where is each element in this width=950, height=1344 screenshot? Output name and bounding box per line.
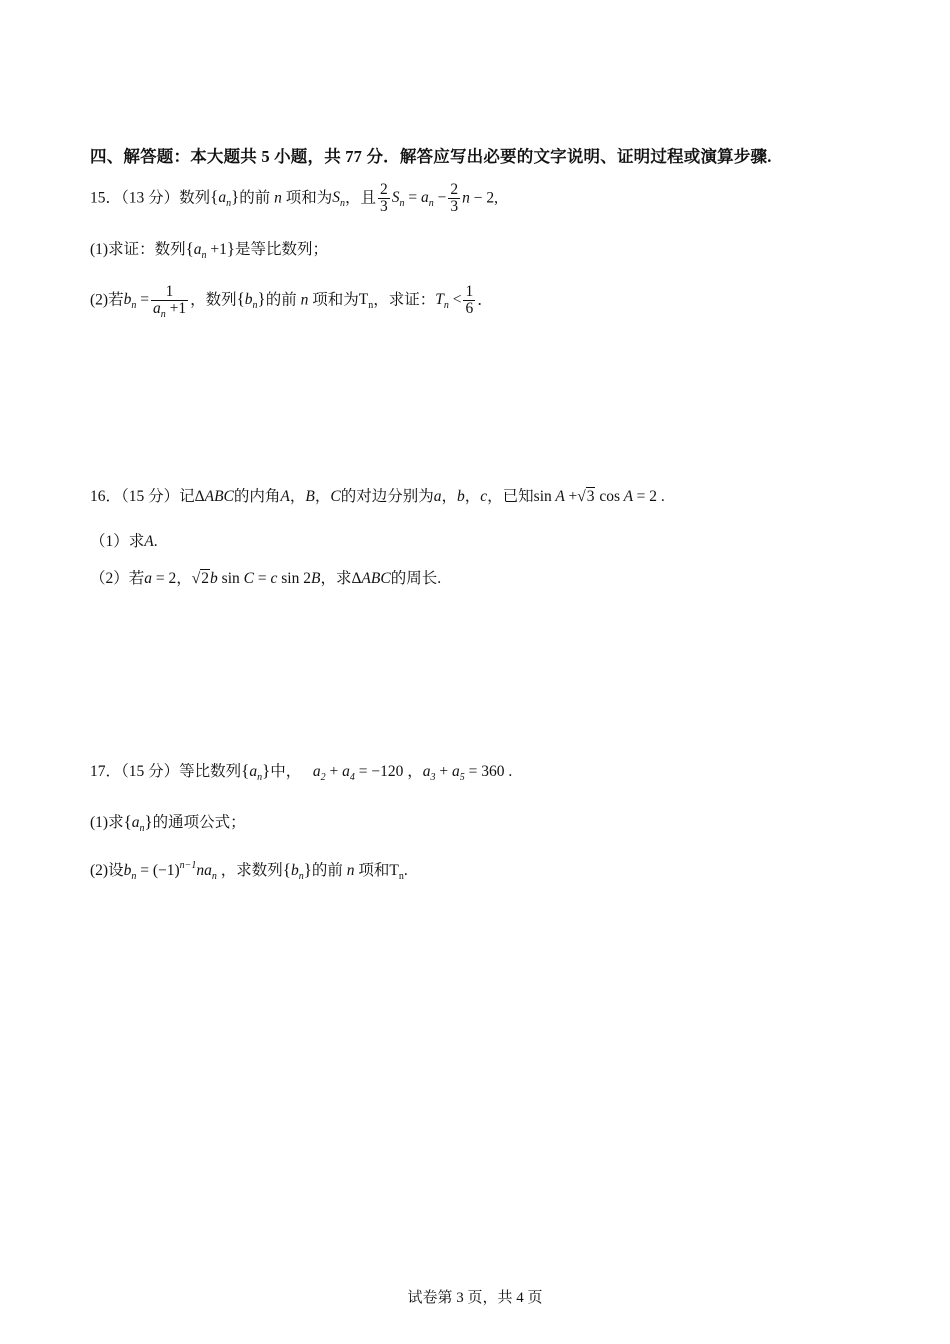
question-15-part-1: (1)求证：数列$\{a_n +1\}$是等比数列；: [90, 239, 329, 261]
question-16-stem: 16．（15 分）记ΔABC的内角A，B，C的对边分别为a，b，c，已知sin A +√3 cos A = 2 .: [90, 488, 665, 505]
q15-prefix: 15．（13 分）数列: [90, 189, 211, 207]
question-17-part-2: (2)设$b_n = (-1)^{n-1}na_n$ ，求数列$\{b_n\}$的前 n 项和$T_n$.: [90, 860, 408, 882]
section-heading: 四、解答题：本大题共 5 小题，共 77 分．解答应写出必要的文字说明、证明过程或演算步骤.: [90, 147, 772, 166]
frac-2-3-b: $\frac{2}{3}$: [450, 181, 459, 216]
question-15-part-2: (2)若$b_n$ = $\frac{1}{a_n +1}$ ，数列$\{b_n\}$的前 n 项和为$T_n$，求证：$T_n$ < $\frac{1}{6}$ ．: [90, 283, 493, 321]
frac-1-over-an-plus-1: $\frac{1}{a_n +1}$: [152, 283, 187, 321]
question-17-stem: 17．（15 分）等比数列$\{a_n\}$中， $a_2 + a_4 = -120$ ，$a_3 + a_5 = 360$ .: [90, 761, 513, 783]
question-16-part-2: （2）若a = 2，√2b sin C = c sin 2B，求ΔABC的周长.: [90, 570, 442, 587]
frac-2-3: $\frac{2}{3}$: [380, 181, 388, 216]
question-15-stem: 15．（13 分）数列$\{a_n\}$的前 n 项和为$S_n$，且 $\frac{2}{3}$ $S_n = a_n$ − $\frac{2}{3}$ n − 2,: [90, 181, 499, 216]
question-17-part-1: (1)求$\{a_n\}$的通项公式；: [90, 812, 246, 834]
page-footer: 试卷第 3 页，共 4 页: [407, 1290, 543, 1306]
frac-1-6: $\frac{1}{6}$: [465, 283, 474, 318]
question-16-part-1: （1）求A.: [90, 533, 158, 550]
